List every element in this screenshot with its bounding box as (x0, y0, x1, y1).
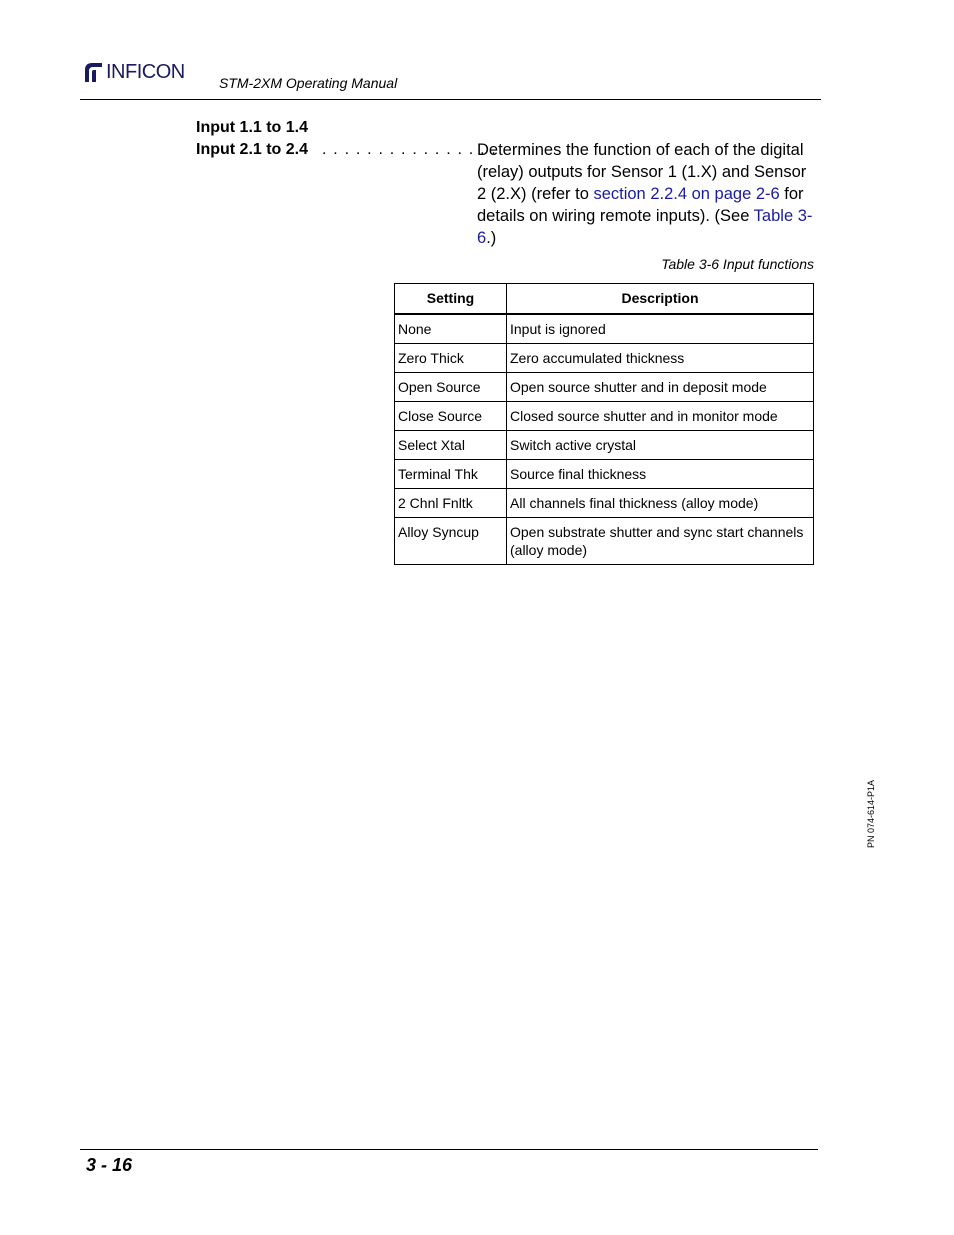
setting-cell: Zero Thick (395, 344, 507, 373)
parameter-name-1: Input 1.1 to 1.4 (196, 119, 309, 136)
desc-text-1: Determines the function of each of the digital (relay) outputs for Sensor 1 (1.X) and Sensor 2 (2.X) (refer to (477, 141, 807, 203)
footer-rule (80, 1149, 818, 1150)
description-cell: Source final thickness (507, 460, 814, 489)
setting-cell: Select Xtal (395, 431, 507, 460)
setting-cell: 2 Chnl Fnltk (395, 489, 507, 518)
table-caption: Table 3-6 Input functions (661, 256, 814, 272)
header-rule (80, 99, 821, 100)
setting-cell: None (395, 314, 507, 344)
table-row (395, 314, 814, 344)
input-functions-table (394, 283, 814, 565)
part-number: PN 074-614-P1A (866, 779, 876, 848)
setting-cell: Alloy Syncup (395, 518, 507, 565)
table-row (395, 344, 814, 373)
description-cell: Input is ignored (507, 314, 814, 344)
description-cell: Open substrate shutter and sync start channels (alloy mode) (507, 518, 814, 565)
description-cell: Closed source shutter and in monitor mode (507, 402, 814, 431)
inficon-logo (82, 60, 185, 84)
parameter-description (477, 139, 817, 249)
description-cell: All channels final thickness (alloy mode) (507, 489, 814, 518)
table-link[interactable]: Table 3-6 (477, 207, 813, 247)
desc-text-2: for details on wiring remote inputs). (See (477, 185, 804, 225)
table-row (395, 402, 814, 431)
table-header-row (395, 284, 814, 315)
table-row (395, 460, 814, 489)
page-number: 3 - 16 (86, 1155, 133, 1175)
header-description: Description (507, 284, 814, 315)
setting-cell: Close Source (395, 402, 507, 431)
table-row (395, 489, 814, 518)
table-row (395, 373, 814, 402)
parameter-name-2: Input 2.1 to 2.4 (196, 141, 309, 158)
setting-cell: Open Source (395, 373, 507, 402)
desc-text-3: .) (486, 229, 497, 247)
setting-cell: Terminal Thk (395, 460, 507, 489)
logo-text: INFICON (106, 61, 185, 83)
table-row (395, 431, 814, 460)
section-link[interactable]: section 2.2.4 on page 2-6 (593, 185, 780, 203)
manual-title: STM-2XM Operating Manual (219, 75, 398, 91)
inficon-logo-icon (82, 61, 104, 83)
header-setting: Setting (395, 284, 507, 315)
table-row (395, 518, 814, 565)
description-cell: Zero accumulated thickness (507, 344, 814, 373)
dot-leader: . . . . . . . . . . . . . . . . (322, 141, 498, 158)
description-cell: Switch active crystal (507, 431, 814, 460)
description-cell: Open source shutter and in deposit mode (507, 373, 814, 402)
